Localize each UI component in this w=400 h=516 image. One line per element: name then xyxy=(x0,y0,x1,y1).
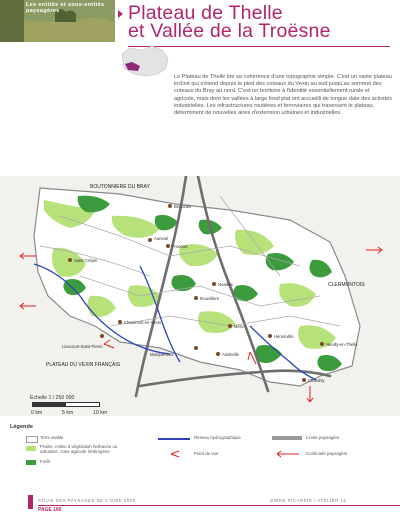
intro-paragraph: Le Plateau de Thelle tire sa cohérence d'une topographie simple. C'est un vaste plateau incliné qui s'étend depuis le pied des coteaux du Vexin au sud jusqu'au sommet des coteaux du Bray au nord. C'est un territoire à l'identité essentiellement rurale et agricole, mais dont les vallées à large fond plat ont accueilli de longue date des activités industrielles. Les infrastructures routières et ferroviaires qui traversent le plateau, déterminent de nouvelles aires d'extension urbaines et industrielles. xyxy=(174,74,392,117)
svg-text:Saint-Crépin: Saint-Crépin xyxy=(74,258,98,263)
scale-tick-10: 10 km xyxy=(93,410,108,416)
legend-viewpoint-icon xyxy=(170,450,180,458)
svg-text:Liancourt-Saint-Pierre: Liancourt-Saint-Pierre xyxy=(62,344,103,349)
landscape-map xyxy=(0,176,400,416)
legend-label-continuity: Continuité paysagère xyxy=(306,451,348,456)
svg-text:Hénonville: Hénonville xyxy=(274,334,294,339)
region-label-clermontois: CLERMONTOIS xyxy=(328,282,365,288)
footer-rule xyxy=(38,505,400,506)
photo-caption: Les entités et sous-entités paysagères xyxy=(26,2,105,14)
scale-title: Echelle 1 / 250 000 xyxy=(30,395,75,401)
region-label-bray: BOUTONNIERE DU BRAY xyxy=(90,184,150,190)
svg-text:Andeville: Andeville xyxy=(222,352,239,357)
region-label-vexin: PLATEAU DU VEXIN FRANÇAIS xyxy=(46,362,121,368)
legend-label-forest: Forêt xyxy=(40,459,51,464)
legend-continuity-icon xyxy=(276,450,300,458)
legend-swatch-meadow xyxy=(26,446,36,451)
page-title-line2: et Vallée de la Troësne xyxy=(128,20,331,42)
legend-label-viewpoint: Point de vue xyxy=(194,451,219,456)
scale-tick-5: 5 km xyxy=(62,410,74,416)
svg-text:Marquemont: Marquemont xyxy=(150,352,174,357)
scale-bar xyxy=(32,402,100,407)
svg-text:Chambly: Chambly xyxy=(308,378,325,383)
svg-text:Ibouvillers: Ibouvillers xyxy=(200,296,219,301)
footer-mark xyxy=(28,495,33,509)
svg-text:Méru: Méru xyxy=(234,324,244,329)
svg-text:Auneuil: Auneuil xyxy=(154,236,168,241)
page-title-line1: Plateau de Thelle xyxy=(128,2,283,24)
legend-label-limit: Limite paysagère xyxy=(306,435,340,440)
footer-left: ATLAS DES PAYSAGES DE L'OISE 2005 xyxy=(38,498,136,503)
svg-text:Frocourt: Frocourt xyxy=(172,244,188,249)
legend-label-arable: Terre arable xyxy=(40,435,64,440)
svg-text:Neuilly-en-Thelle: Neuilly-en-Thelle xyxy=(326,342,358,347)
svg-text:Beauvais: Beauvais xyxy=(174,204,192,209)
page-number: PAGE 160 xyxy=(38,507,62,513)
locator-map xyxy=(116,42,172,86)
svg-text:Chaumont-en-Vexin: Chaumont-en-Vexin xyxy=(124,320,162,325)
legend-title: Légende xyxy=(10,424,34,430)
legend-label-meadow: Prairie, milieu à végétation herbacée ou arbustive, zone agricole hétérogène xyxy=(40,444,118,455)
legend-swatch-limit xyxy=(272,436,302,440)
scale-tick-0: 0 km xyxy=(31,410,43,416)
title-arrow-icon xyxy=(118,10,123,18)
legend-label-water: Réseau hydrographique xyxy=(194,435,241,440)
legend-swatch-water xyxy=(158,438,190,440)
legend-swatch-forest xyxy=(26,460,36,465)
footer-right: DIREN PICARDIE / ATELIER 15 xyxy=(270,498,347,503)
legend-swatch-arable xyxy=(26,436,38,443)
svg-text:Noailles: Noailles xyxy=(218,282,233,287)
legend-panel xyxy=(0,420,400,496)
